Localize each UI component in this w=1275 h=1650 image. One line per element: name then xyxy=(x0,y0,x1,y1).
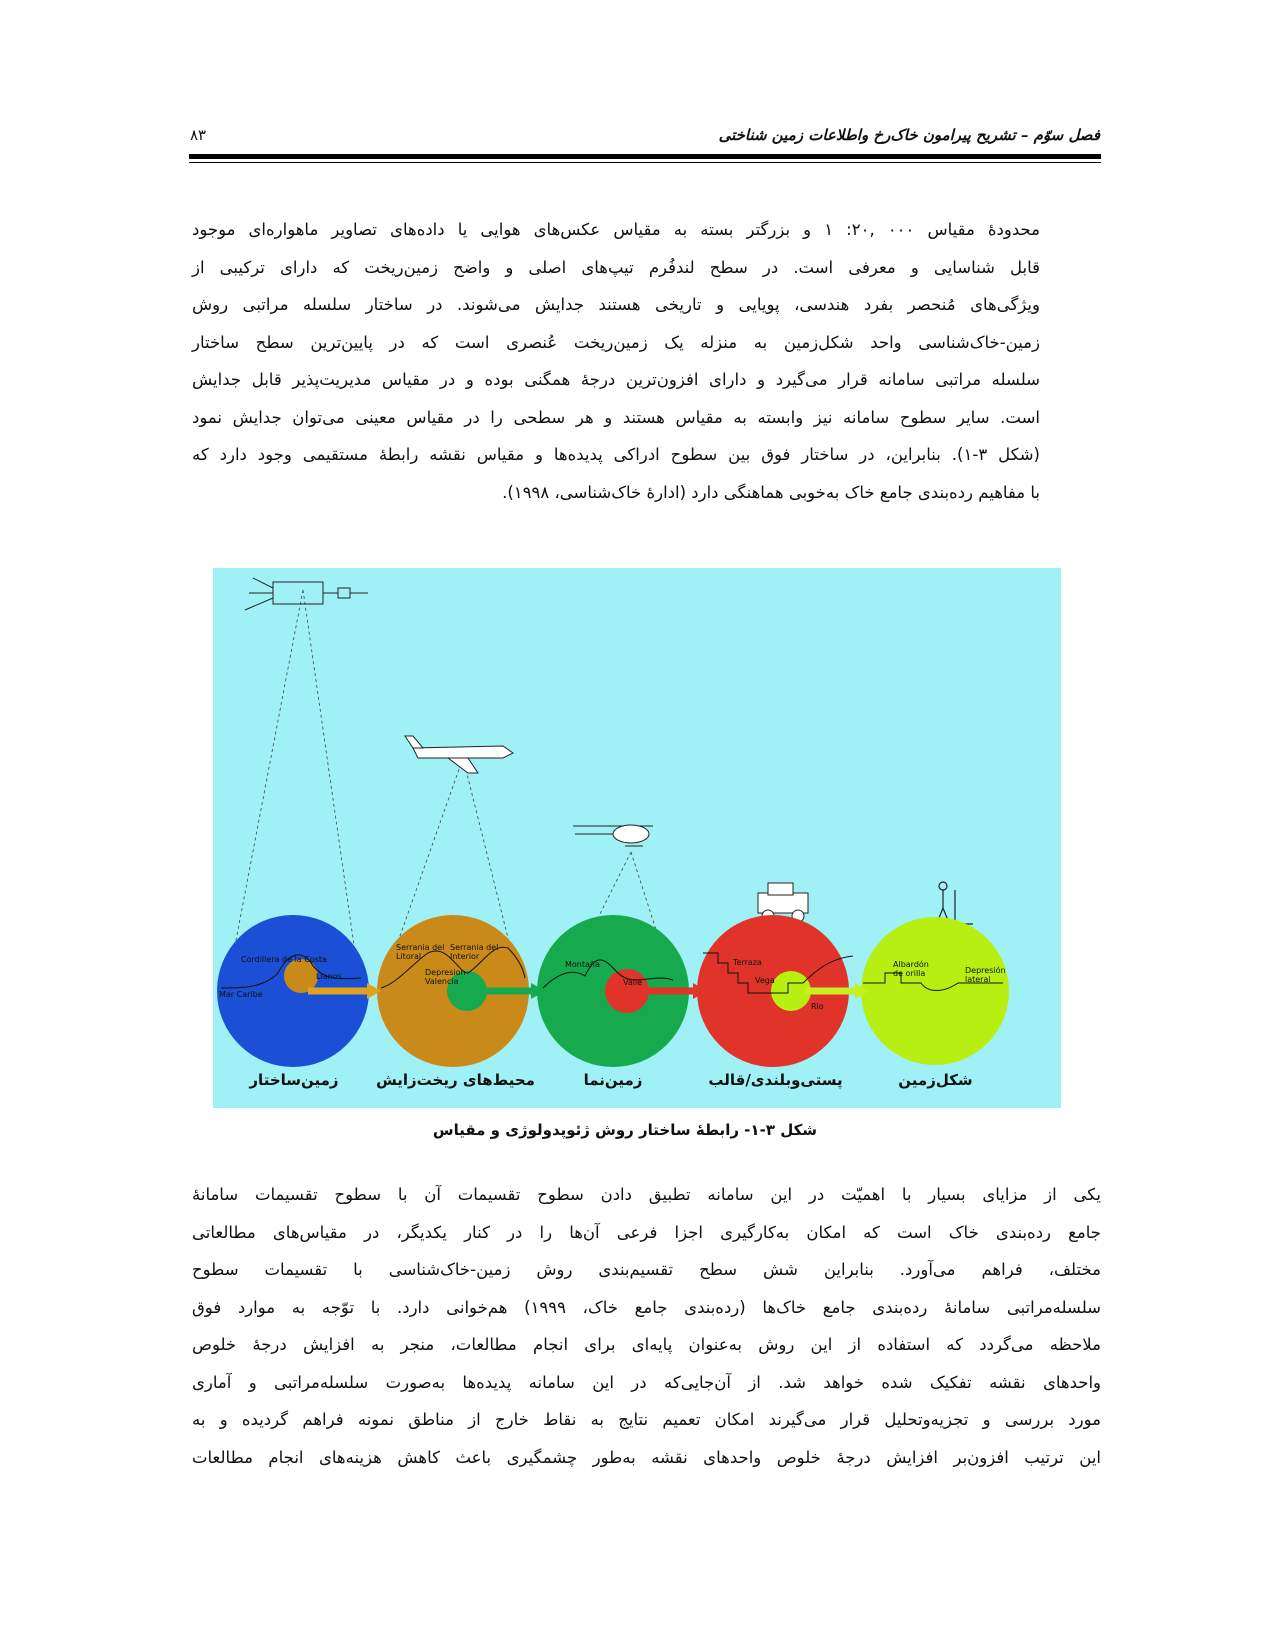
figure-annotation: Cordillera de la Costa xyxy=(241,955,327,964)
scale-level-label: پستی‌وبلندی/قالب xyxy=(708,1071,843,1089)
figure-annotation: Valle xyxy=(623,978,643,987)
paragraph-1 xyxy=(192,211,1040,511)
text-line: سلسله مراتبی سامانه قرار می‌گیرد و دارای افزون‌ترین درجهٔ همگنی بوده و در مقیاس مدیریت‌پذیر قابل جدایش xyxy=(192,370,1040,389)
text-line: جامع رده‌بندی خاک است که امکان به‌کارگیری اجزا فرعی آن‌ها را در کنار یکدیگر، در مقیاس‌های مطالعاتی xyxy=(192,1222,1101,1242)
figure-annotation: Albardón de orilla xyxy=(893,960,929,978)
text-line: زمین-خاک‌شناسی واحد شکل‌زمین به منزله یک زمین‌ریخت عُنصری است که در پایین‌ترین سطح ساختار xyxy=(192,332,1040,352)
text-line: ویژگی‌های مُنحصر بفرد هندسی، پویایی و تاریخی هستند جدایش می‌شوند. در ساختار سلسله مراتبی روش xyxy=(192,295,1040,314)
text-line: واحدهای نقشه تفکیک شده خواهد شد. از آن‌جایی‌که در این سامانه پدیده‌ها به‌صورت سلسله‌مراتبی و آماری xyxy=(192,1372,1101,1392)
page-number: ۸۳ xyxy=(190,126,207,144)
figure-annotation: Terraza xyxy=(733,958,762,967)
satellite-icon xyxy=(245,578,368,610)
text-line: یکی از مزایای بسیار با اهمیّت در این سامانه تطبیق دادن سطوح تقسیمات آن با سطوح تقسیمات سامانهٔ xyxy=(192,1185,1101,1204)
text-line: ملاحظه می‌گردد که استفاده از این روش به‌عنوان پایه‌ای برای انجام مطالعات، منجر به افزایش درجهٔ خلوص xyxy=(192,1335,1101,1354)
scale-level-label: زمین‌ساختار xyxy=(249,1071,339,1089)
helicopter-icon xyxy=(573,825,653,846)
figure-geopedology-scale xyxy=(213,568,1061,1108)
header-rule xyxy=(189,154,1101,159)
figure-annotation: Vega xyxy=(755,976,775,985)
scale-level-label: شکل‌زمین xyxy=(898,1071,973,1089)
figure-annotation: Mar Caribe xyxy=(219,990,263,999)
figure-illustration xyxy=(213,568,1061,1108)
text-line: مورد بررسی و تجزیه‌وتحلیل قرار می‌گیرند امکان تعمیم نتایج به نقاط خارج از مناطق نمونه فراهم گردیده و به xyxy=(192,1410,1101,1429)
text-line: با مفاهیم رده‌بندی جامع خاک به‌خوبی هماهنگی دارد (ادارهٔ خاک‌شناسی، ۱۹۹۸). xyxy=(502,482,1040,502)
scale-diagram xyxy=(217,915,1009,1067)
figure-annotation: Serrania del Litoral xyxy=(396,943,445,961)
text-line: قابل شناسایی و معرفی است. در سطح لندفُرم تیپ‌های اصلی و واضح زمین‌ریخت که دارای ترکیبی از xyxy=(192,257,1040,277)
figure-annotation: Llanos xyxy=(316,972,342,981)
figure-caption: شکل ۳-۱- رابطهٔ ساختار روش ژئوپدولوژی و مقیاس xyxy=(432,1121,818,1139)
figure-annotation: Depresion Valencia xyxy=(425,968,466,986)
airplane-icon xyxy=(405,736,513,773)
paragraph-2 xyxy=(192,1176,1101,1476)
text-line: سلسله‌مراتبی سامانهٔ رده‌بندی جامع خاک‌ها (رده‌بندی جامع خاک، ۱۹۹۹) هم‌خوانی دارد. با توّجه به موارد فوق xyxy=(192,1297,1101,1317)
figure-annotation: Serrania del Interior xyxy=(450,943,499,961)
figure-annotation: Depresión lateral xyxy=(965,966,1006,984)
text-line: است. سایر سطوح سامانه نیز وابسته به مقیاس هستند و هر سطحی را در مقیاس معینی می‌توان جدایش نمود xyxy=(192,407,1040,427)
scale-level-label: زمین‌نما xyxy=(583,1071,643,1089)
figure-annotation: Montaña xyxy=(565,960,600,969)
figure-annotation: Rio xyxy=(811,1002,824,1011)
text-line: (شکل ۳-۱). بنابراین، در ساختار فوق بین سطوح ادراکی پدیده‌ها و مقیاس نقشه رابطهٔ مستقیمی وجود دارد که xyxy=(192,445,1040,464)
running-title: فصل سوّم – تشریح پیرامون خاک‌رخ واطلاعات زمین شناختی xyxy=(718,126,1100,144)
text-line: محدودهٔ مقیاس ۰۰۰ ,۲۰: ۱ و بزرگتر بسته به مقیاس عکس‌های هوایی یا داده‌های تصاویر ماهواره‌ای موجود xyxy=(192,220,1040,239)
header-rule-thin xyxy=(189,162,1101,163)
text-line: این ترتیب افزون‌بر افزایش درجهٔ خلوص واحدهای نقشه به‌طور چشمگیری باعث کاهش هزینه‌های انجام مطالعات xyxy=(192,1447,1101,1467)
scale-level-label: محیط‌های ریخت‌زایش xyxy=(376,1071,535,1089)
text-line: مختلف، فراهم می‌آورد. بنابراین شش سطح تقسیم‌بندی روش زمین-خاک‌شناسی با تقسیمات سطوح xyxy=(192,1260,1101,1279)
